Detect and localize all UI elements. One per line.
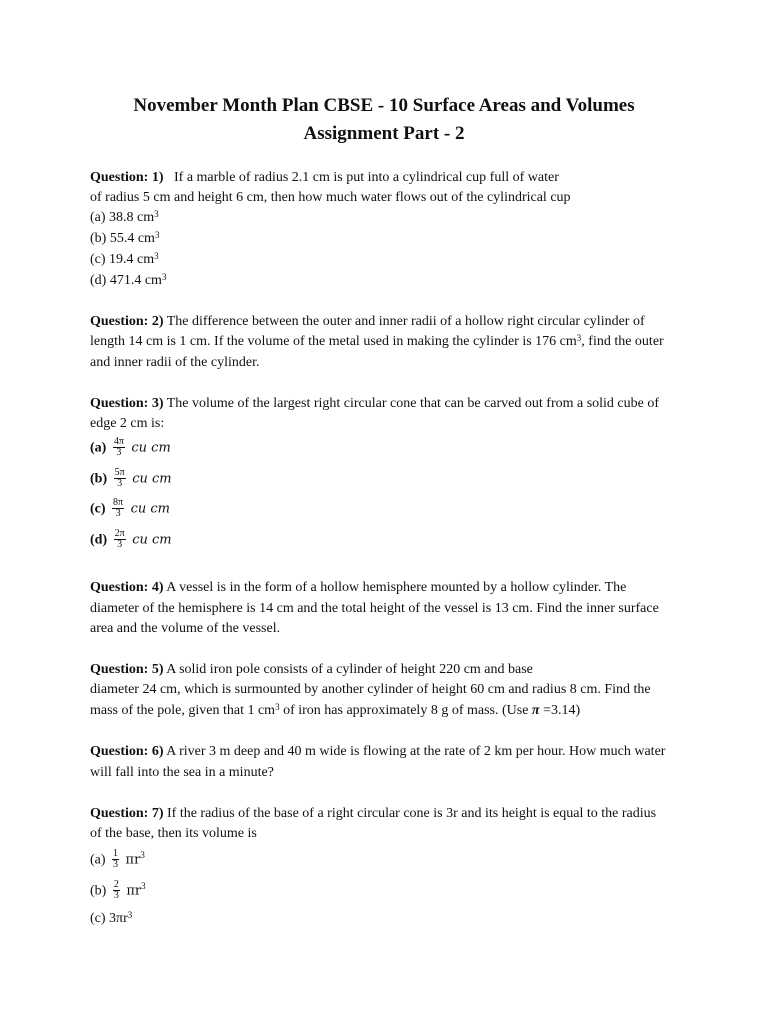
question-6-text-line-2: will fall into the sea in a minute? xyxy=(90,765,274,780)
question-2-text-line-3: and inner radii of the cylinder. xyxy=(90,355,260,370)
question-5-text-line-2: diameter 24 cm, which is surmounted by another cylinder of height 60 cm and radius 8 cm. Find the xyxy=(90,682,651,697)
question-1-option-b: (b) 55.4 $cm^3$ xyxy=(90,230,160,246)
question-6 xyxy=(90,743,665,761)
question-1-option-d: (d) 471.4 $cm^3$ xyxy=(90,272,167,288)
question-5-text-line-1: A solid iron pole consists of a cylinder of height 220 cm and base xyxy=(166,662,533,677)
fraction: $\frac{1}{3}$ xyxy=(113,848,119,870)
question-5-label: Question: 5) xyxy=(90,662,164,677)
question-1-option-c: (c) 19.4 $cm^3$ xyxy=(90,251,159,267)
question-1-text-line-1: If a marble of radius 2.1 cm is put into a cylindrical cup full of water xyxy=(174,170,559,185)
document-title-line-2: Assignment Part - 2 xyxy=(303,123,465,144)
question-6-label: Question: 6) xyxy=(90,744,164,759)
document-title-line-1: November Month Plan CBSE - 10 Surface Areas and Volumes xyxy=(133,95,635,116)
question-7-option-a: (a) $\frac{1}{3}$ $\pi r^3$ xyxy=(90,848,145,870)
question-3-text-line-2: edge 2 cm is: xyxy=(90,416,165,431)
question-1-option-a: (a) 38.8 $cm^3$ xyxy=(90,209,159,225)
question-4-text-line-1: A vessel is in the form of a hollow hemisphere mounted by a hollow cylinder. The xyxy=(166,580,627,595)
question-3-option-c: (c) $\frac{8\pi}{3}$ cu cm xyxy=(90,497,171,519)
question-2-text-line-1: The difference between the outer and inner radii of a hollow right circular cylinder of xyxy=(166,314,645,329)
question-2-text-line-2: length 14 cm is 1 cm. If the volume of the metal used in making the cylinder is 176 $cm^3$, find the outer xyxy=(90,333,664,349)
question-7-label: Question: 7) xyxy=(90,806,164,821)
question-4-text-line-3: area and the volume of the vessel. xyxy=(90,621,281,636)
question-3-label: Question: 3) xyxy=(90,396,164,411)
question-1-label: Question: 1) xyxy=(90,170,164,185)
question-7-option-b: (b) $\frac{2}{3}$ $\pi r^3$ xyxy=(90,879,146,901)
question-7-text-line-2: of the base, then its volume is xyxy=(90,826,257,841)
question-3 xyxy=(90,395,659,413)
fraction: $\frac{4\pi}{3}$ xyxy=(113,436,124,458)
question-5-text-line-3: mass of the pole, given that 1 $cm^3$ of iron has approximately 8 g of mass. (Use π =3.14) xyxy=(90,702,581,718)
question-7 xyxy=(90,805,656,823)
question-1 xyxy=(90,169,559,187)
question-3-option-d: (d) $\frac{2\pi}{3}$ cu cm xyxy=(90,528,172,550)
fraction: $\frac{8\pi}{3}$ xyxy=(113,497,124,519)
question-4 xyxy=(90,579,626,597)
question-7-text-line-1: If the radius of the base of a right circular cone is 3r and its height is equal to the radius xyxy=(167,806,657,821)
question-1-text-line-2: of radius 5 cm and height 6 cm, then how much water flows out of the cylindrical cup xyxy=(90,190,571,205)
fraction: $\frac{2\pi}{3}$ xyxy=(114,528,125,550)
question-7-option-c: (c) $3\pi r^3$ xyxy=(90,910,133,926)
fraction: $\frac{2}{3}$ xyxy=(113,879,119,901)
question-6-text-line-1: A river 3 m deep and 40 m wide is flowing at the rate of 2 km per hour. How much water xyxy=(166,744,666,759)
question-5 xyxy=(90,661,533,679)
question-2 xyxy=(90,313,645,331)
question-2-label: Question: 2) xyxy=(90,314,164,329)
question-3-text-line-1: The volume of the largest right circular cone that can be carved out from a solid cube of xyxy=(166,396,660,411)
question-3-option-a: (a) $\frac{4\pi}{3}$ cu cm xyxy=(90,436,171,458)
fraction: $\frac{5\pi}{3}$ xyxy=(114,467,125,489)
question-4-text-line-2: diameter of the hemisphere is 14 cm and the total height of the vessel is 13 cm. Find the inner surface xyxy=(90,601,659,616)
question-4-label: Question: 4) xyxy=(90,580,164,595)
question-3-option-b: (b) $\frac{5\pi}{3}$ cu cm xyxy=(90,467,172,489)
